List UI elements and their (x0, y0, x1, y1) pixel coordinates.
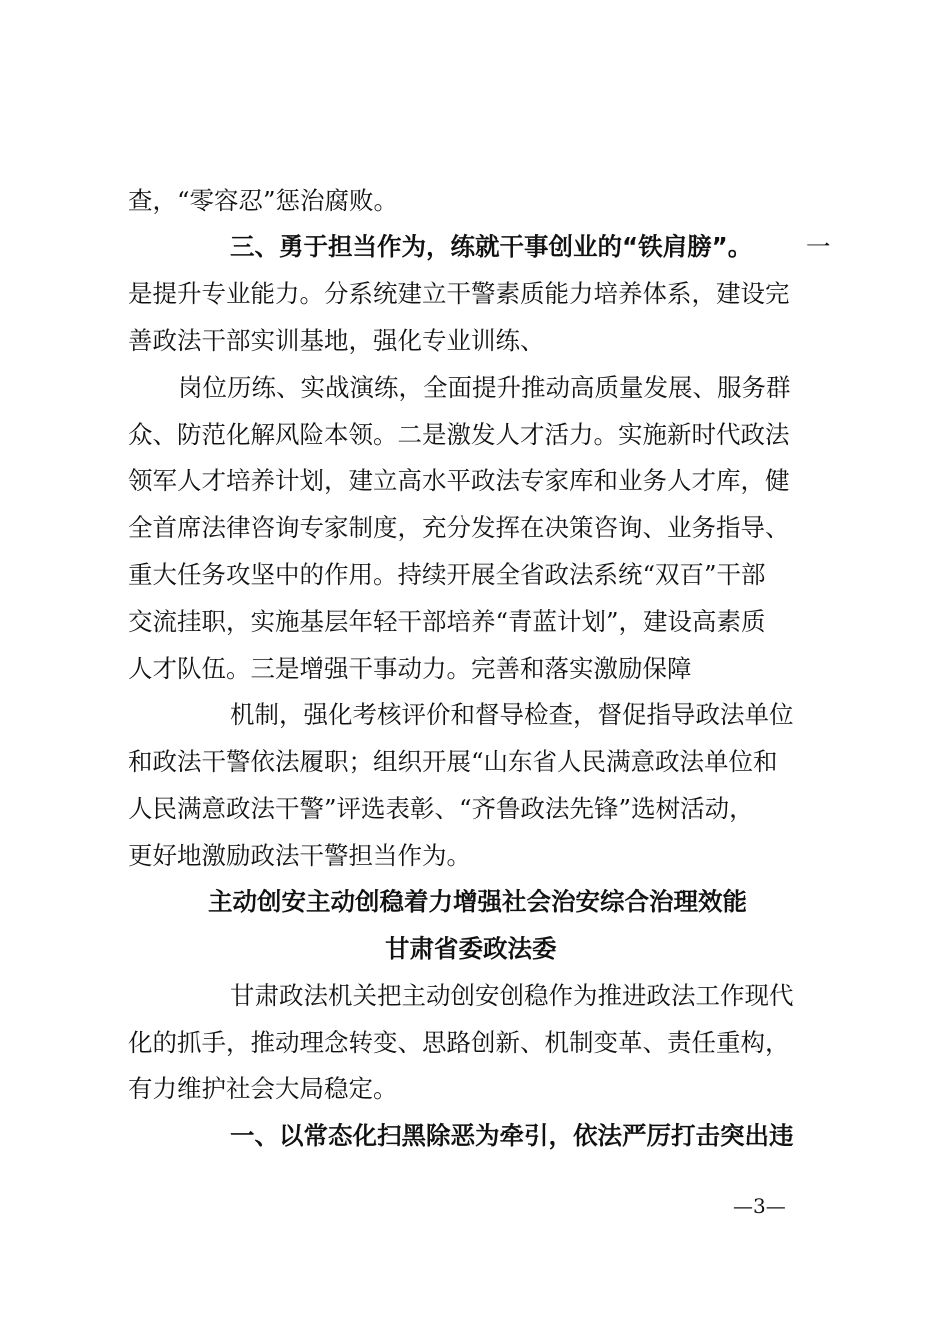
text-line: 化的抓手，推动理念转变、思路创新、机制变革、责任重构， (128, 1028, 790, 1057)
text-line: 甘肃政法机关把主动创安创稳作为推进政法工作现代 (230, 981, 794, 1010)
text-line: 人才队伍。三是增强干事动力。完善和落实激励保障 (128, 654, 692, 683)
text-line: 有力维护社会大局稳定。 (128, 1074, 398, 1103)
text-line: 是提升专业能力。分系统建立干警素质能力培养体系，建设完 (128, 279, 790, 308)
page-number: —3— (733, 1194, 786, 1218)
text-line: 一 (806, 232, 831, 261)
text-line: 全首席法律咨询专家制度，充分发挥在决策咨询、业务指导、 (128, 513, 790, 542)
text-line: 查，“零容忍”惩治腐败。 (128, 186, 399, 215)
section-heading: 三、勇于担当作为，练就干事创业的“铁肩膀”。 (230, 232, 753, 261)
text-line: 重大任务攻坚中的作用。持续开展全省政法系统“双百”干部 (128, 560, 766, 589)
text-line: 领军人才培养计划，建立高水平政法专家库和业务人才库，健 (128, 466, 790, 495)
text-line: 善政法干部实训基地，强化专业训练、 (128, 326, 545, 355)
text-line: 交流挂职，实施基层年轻干部培养“青蓝计划”，建设高素质 (128, 607, 766, 636)
text-line: 和政法干警依法履职；组织开展“山东省人民满意政法单位和 (128, 747, 778, 776)
text-line: 众、防范化解风险本领。二是激发人才活力。实施新时代政法 (128, 420, 790, 449)
text-line: 更好地激励政法干警担当作为。 (128, 841, 471, 870)
article-title: 主动创安主动创稳着力增强社会治安综合治理效能 (208, 887, 747, 916)
section-heading: 一、以常态化扫黑除恶为牵引，依法严厉打击突出违 (230, 1121, 794, 1150)
text-line: 岗位历练、实战演练，全面提升推动高质量发展、服务群 (178, 373, 791, 402)
text-line: 机制，强化考核评价和督导检查，督促指导政法单位 (230, 700, 794, 729)
text-line: 人民满意政法干警”评选表彰、“齐鲁政法先锋”选树活动， (128, 794, 754, 823)
article-author: 甘肃省委政法委 (385, 934, 557, 963)
